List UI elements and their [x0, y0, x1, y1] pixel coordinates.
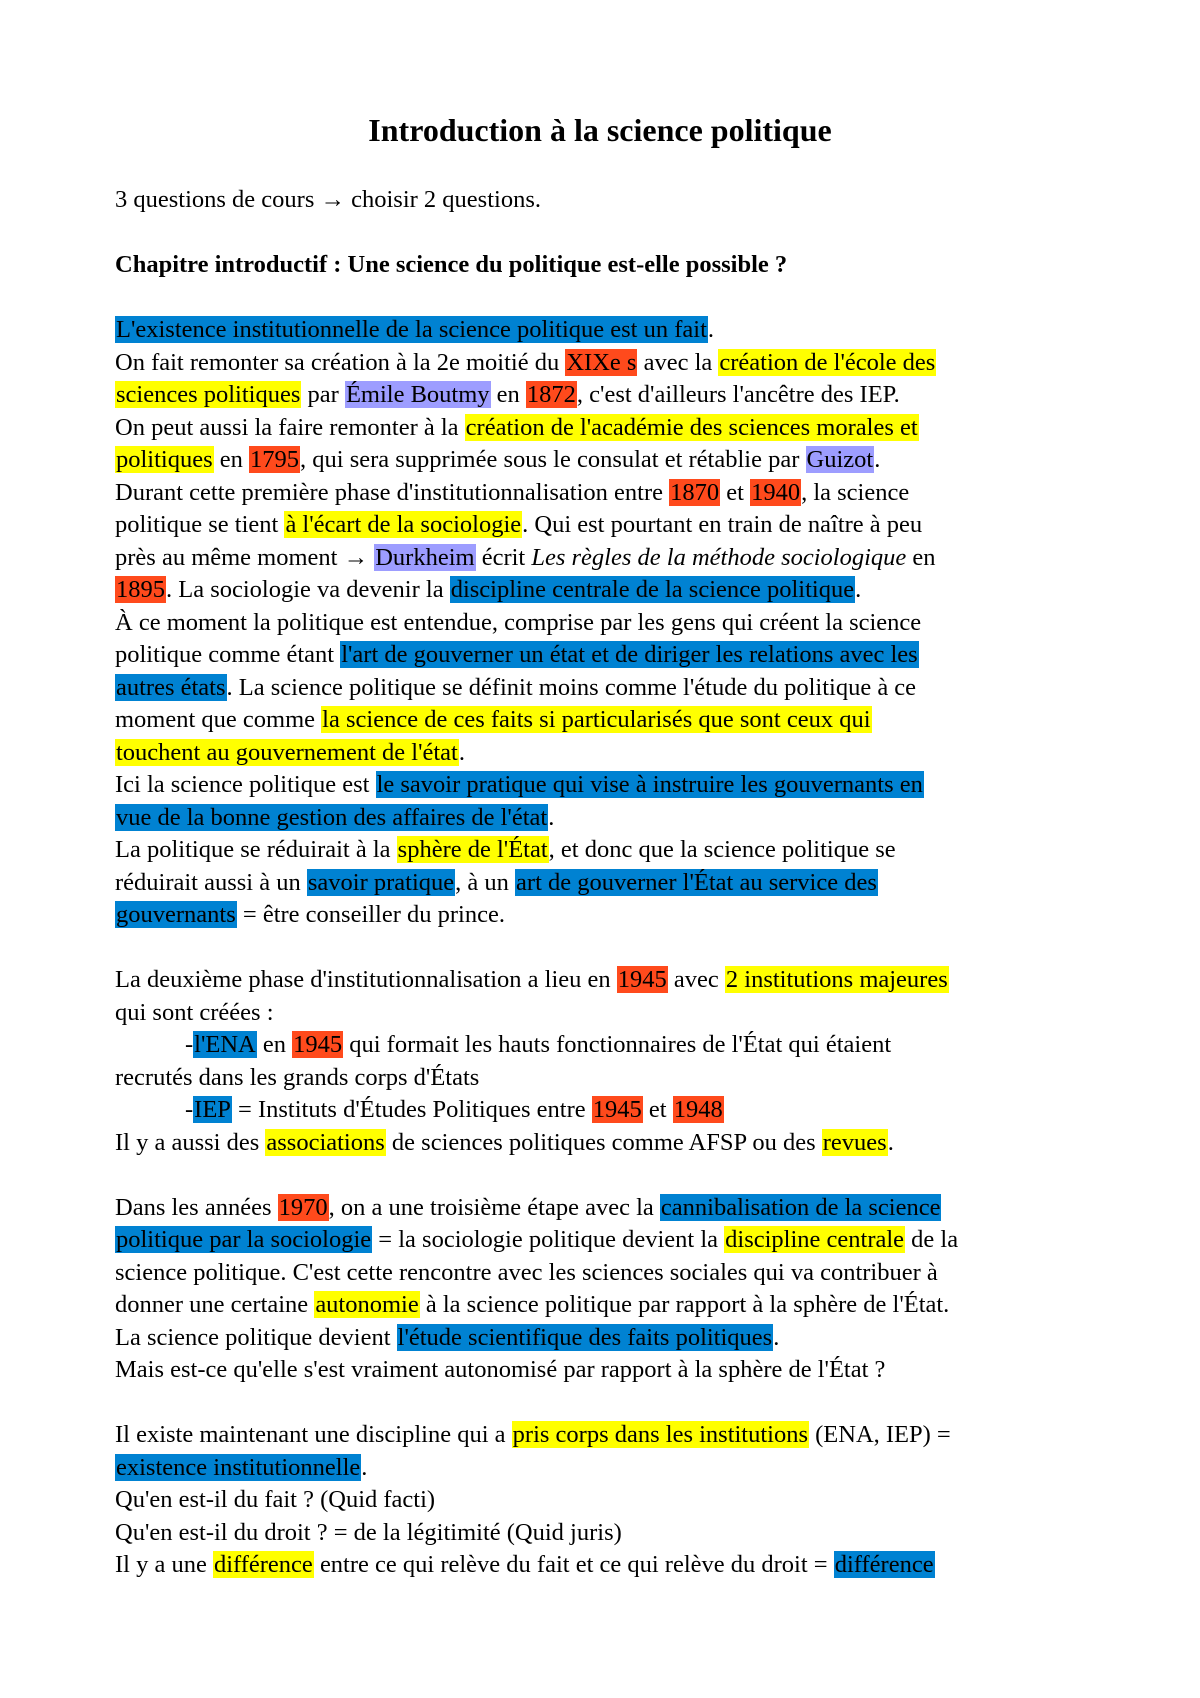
yellow-highlight: associations — [266, 1128, 385, 1156]
text-run: en — [490, 381, 526, 408]
text-run: , qui sera supprimée sous le consulat et rétablie par — [300, 446, 806, 473]
text-run: - — [185, 1031, 194, 1058]
text-run: (ENA, IEP) = — [809, 1421, 951, 1448]
red-highlight: XIXe s — [566, 348, 637, 376]
text-line — [115, 672, 1115, 705]
text-run: science politique. C'est cette rencontre avec les sciences sociales qui va contribuer à — [115, 1258, 938, 1286]
text-run: La science politique devient — [115, 1323, 397, 1351]
blank-line — [115, 1387, 1115, 1420]
text-line — [115, 1452, 1115, 1485]
blue-highlight: autres états — [116, 673, 226, 701]
text-run: Dans les années — [115, 1193, 278, 1221]
text-run: à la science politique par rapport à la sphère de l'État. — [419, 1291, 950, 1318]
text-line — [115, 379, 1115, 412]
text-line — [115, 347, 1115, 380]
text-run: recrutés dans les grands corps d'États — [115, 1063, 480, 1091]
text-line — [115, 509, 1115, 542]
document-body — [115, 184, 1115, 1582]
text-run: . — [874, 446, 881, 473]
blue-highlight: gouvernants — [116, 901, 236, 928]
red-highlight: 1945 — [592, 1096, 642, 1123]
text-line — [115, 802, 1115, 835]
text-run: Il y a une — [115, 1551, 213, 1578]
yellow-highlight: revues — [822, 1128, 887, 1156]
red-highlight: 1870 — [670, 478, 720, 506]
blue-highlight: l'ENA — [194, 1031, 256, 1058]
text-line — [115, 1549, 1115, 1582]
text-run: avec — [667, 966, 725, 993]
yellow-highlight: création de l'école des — [719, 348, 936, 376]
text-run: . Qui est pourtant en train de naître à peu — [522, 511, 923, 538]
red-highlight: 1945 — [617, 966, 667, 993]
text-run: Qu'en est-il du droit ? = de la légitimité (Quid juris) — [115, 1518, 622, 1546]
text-run: réduirait aussi à un — [115, 868, 307, 896]
text-run: qui formait les hauts fonctionnaires de l'État qui étaient — [343, 1031, 892, 1058]
text-line — [115, 867, 1115, 900]
text-line — [115, 737, 1115, 770]
text-line — [115, 964, 1115, 997]
text-run: en — [213, 446, 250, 473]
text-line — [115, 1127, 1115, 1160]
text-line — [115, 607, 1115, 640]
blue-highlight: savoir pratique — [307, 868, 455, 896]
text-line — [115, 1192, 1115, 1225]
blue-highlight: le savoir pratique qui vise à instruire les gouvernants en — [376, 771, 923, 798]
text-run: . — [361, 1453, 368, 1481]
italic-title: Les règles de la méthode sociologique — [531, 543, 907, 571]
yellow-highlight: autonomie — [315, 1291, 419, 1318]
text-line — [115, 1484, 1115, 1517]
red-highlight: 1872 — [526, 381, 576, 408]
text-run: en — [906, 543, 936, 571]
yellow-highlight: discipline centrale — [725, 1226, 905, 1253]
text-run: qui sont créées : — [115, 998, 274, 1026]
text-run: = être conseiller du prince. — [236, 901, 505, 928]
text-run: , et donc que la science politique se — [548, 836, 896, 863]
text-run: et — [720, 478, 751, 506]
blue-highlight: discipline centrale de la science politique — [450, 576, 855, 603]
text-line — [115, 542, 1115, 575]
yellow-highlight: à l'écart de la sociologie — [285, 511, 522, 538]
text-line — [115, 899, 1115, 932]
text-line — [115, 1257, 1115, 1290]
blue-highlight: politique par la sociologie — [116, 1226, 372, 1253]
text-run: par — [301, 381, 345, 408]
text-run: . — [855, 576, 862, 603]
red-highlight: 1895 — [116, 576, 165, 603]
text-line — [115, 834, 1115, 867]
text-run: donner une certaine — [115, 1291, 315, 1318]
text-line — [115, 639, 1115, 672]
text-line — [115, 1419, 1115, 1452]
yellow-highlight: pris corps dans les institutions — [512, 1421, 809, 1448]
purple-highlight: Guizot — [806, 446, 874, 473]
text-run: On peut aussi la faire remonter à la — [115, 413, 465, 441]
text-run: - — [185, 1096, 194, 1123]
text-run: . — [548, 803, 555, 831]
blue-highlight: l'étude scientifique des faits politiques — [397, 1323, 773, 1351]
text-run: , c'est d'ailleurs l'ancêtre des IEP. — [576, 381, 900, 408]
text-line — [115, 314, 1115, 347]
text-line — [115, 1354, 1115, 1387]
text-run: Mais est-ce qu'elle s'est vraiment autonomisé par rapport à la sphère de l'État ? — [115, 1356, 886, 1383]
blank-line — [115, 932, 1115, 965]
yellow-highlight: création de l'académie des sciences morales et — [465, 413, 918, 441]
text-line — [115, 444, 1115, 477]
yellow-highlight: sciences politiques — [116, 381, 301, 408]
text-run: politique comme étant — [115, 641, 341, 668]
red-highlight: 1795 — [250, 446, 300, 473]
red-highlight: 1970 — [278, 1193, 328, 1221]
yellow-highlight: politiques — [116, 446, 213, 473]
text-run: Durant cette première phase d'institutionnalisation entre — [115, 478, 670, 506]
text-line — [115, 1224, 1115, 1257]
text-run: en — [256, 1031, 293, 1058]
blue-highlight: L'existence institutionnelle de la science politique est un fait — [116, 316, 707, 343]
yellow-highlight: touchent au gouvernement de l'état — [116, 738, 458, 766]
text-run: de sciences politiques comme AFSP ou des — [385, 1128, 822, 1156]
purple-highlight: Durkheim — [375, 543, 475, 571]
text-run: écrit — [475, 543, 532, 571]
document-title: Introduction à la science politique — [368, 112, 832, 148]
red-highlight: 1940 — [751, 478, 801, 506]
text-run: avec la — [637, 348, 719, 376]
text-run: moment que comme — [115, 706, 322, 733]
text-run: On fait remonter sa création à la 2e moitié du — [115, 348, 566, 376]
text-run: Ici la science politique est — [115, 771, 376, 798]
text-run: . — [707, 316, 714, 343]
yellow-highlight: sphère de l'État — [397, 836, 548, 863]
purple-highlight: Émile Boutmy — [345, 381, 490, 408]
text-run: . — [458, 738, 465, 766]
red-highlight: 1948 — [673, 1096, 723, 1123]
text-run: politique se tient — [115, 511, 285, 538]
text-line — [115, 184, 1115, 217]
text-line — [115, 769, 1115, 802]
text-run: La politique se réduirait à la — [115, 836, 397, 863]
text-run: . La science politique se définit moins comme l'étude du politique à ce — [226, 673, 917, 701]
text-line — [115, 704, 1115, 737]
blue-highlight: vue de la bonne gestion des affaires de l'état — [116, 803, 548, 831]
text-line — [115, 412, 1115, 445]
text-run: = la sociologie politique devient la — [372, 1226, 725, 1253]
text-run: de la — [905, 1226, 959, 1253]
text-line — [115, 1062, 1115, 1095]
blue-highlight: l'art de gouverner un état et de diriger les relations avec les — [341, 641, 918, 668]
text-run: . — [773, 1323, 780, 1351]
blue-highlight: différence — [834, 1551, 934, 1578]
text-run: = Instituts d'Études Politiques entre — [231, 1096, 592, 1123]
text-run: Qu'en est-il du fait ? (Quid facti) — [115, 1486, 436, 1513]
text-run: Il existe maintenant une discipline qui a — [115, 1421, 512, 1448]
text-run: et — [642, 1096, 673, 1123]
blank-line — [115, 282, 1115, 315]
blank-line — [115, 217, 1115, 250]
blue-highlight: art de gouverner l'État au service des — [516, 868, 877, 896]
text-run: 3 questions de cours → choisir 2 questions. — [115, 186, 541, 213]
text-run: Il y a aussi des — [115, 1128, 266, 1156]
text-run: entre ce qui relève du fait et ce qui relève du droit = — [313, 1551, 834, 1578]
text-line — [115, 1322, 1115, 1355]
text-run: près au même moment → — [115, 543, 375, 571]
yellow-highlight: la science de ces faits si particularisés que sont ceux qui — [322, 706, 871, 733]
list-item — [115, 1029, 1115, 1062]
text-run: . La sociologie va devenir la — [166, 576, 450, 603]
yellow-highlight: 2 institutions majeures — [725, 966, 948, 993]
text-run: La deuxième phase d'institutionnalisation a lieu en — [115, 966, 617, 993]
list-item — [115, 1094, 1115, 1127]
blank-line — [115, 1159, 1115, 1192]
text-run: , on a une troisième étape avec la — [328, 1193, 660, 1221]
blue-highlight: existence institutionnelle — [116, 1453, 361, 1481]
text-line — [115, 477, 1115, 510]
chapter-heading — [115, 249, 1115, 282]
text-line — [115, 997, 1115, 1030]
yellow-highlight: différence — [213, 1551, 313, 1578]
text-run: , à un — [455, 868, 516, 896]
text-run: À ce moment la politique est entendue, comprise par les gens qui créent la science — [115, 608, 922, 636]
text-line — [115, 1289, 1115, 1322]
text-line — [115, 1517, 1115, 1550]
red-highlight: 1945 — [293, 1031, 343, 1058]
blue-highlight: cannibalisation de la science — [660, 1193, 941, 1221]
text-run: , la science — [801, 478, 910, 506]
blue-highlight: IEP — [194, 1096, 231, 1123]
text-line — [115, 574, 1115, 607]
text-run: Chapitre introductif : Une science du politique est-elle possible ? — [115, 251, 788, 278]
text-run: . — [887, 1128, 894, 1156]
